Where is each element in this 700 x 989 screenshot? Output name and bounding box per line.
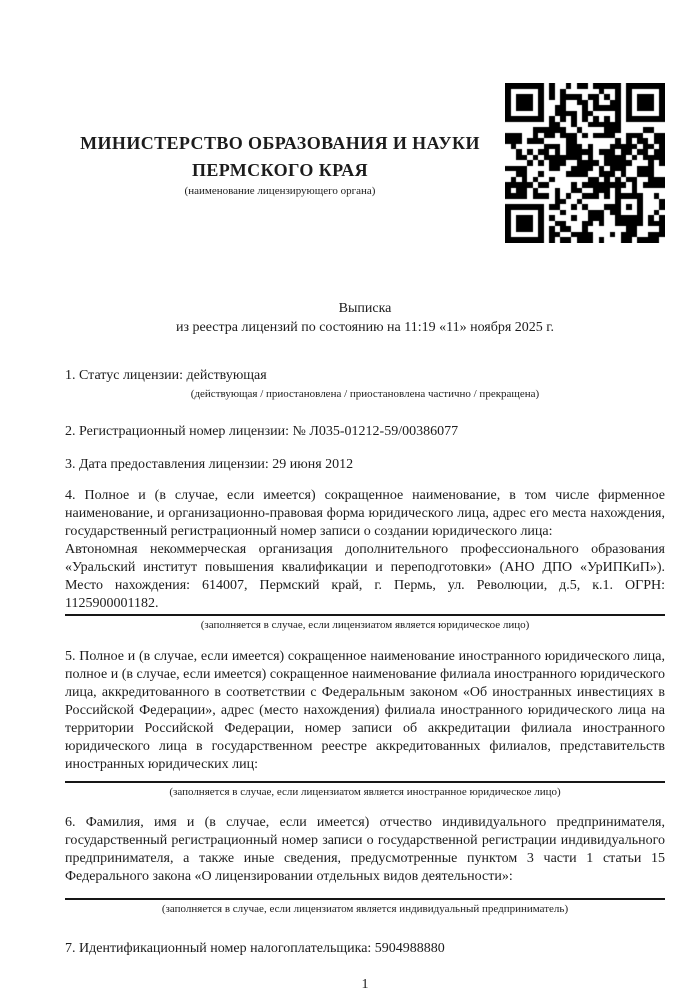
- document-title-line2: из реестра лицензий по состоянию на 11:19 «11» ноября 2025 г.: [176, 320, 554, 335]
- item-legal-entity-caption: (заполняется в случае, если лицензиатом является юридическое лицо): [200, 619, 530, 631]
- item-registration-number: 2. Регистрационный номер лицензии: № Л035-01212-59/00386077: [65, 424, 459, 439]
- document-title-line1: Выписка: [338, 301, 392, 316]
- field-line-individual-entrepreneur: [65, 898, 665, 900]
- item-foreign-entity-caption: (заполняется в случае, если лицензиатом является иностранное юридическое лицо): [169, 786, 561, 798]
- item-legal-entity-label: 4. Полное и (в случае, если имеется) сокращенное наименование, в том числе фирменное наименование, и организационно-правовая форма юридического лица, адрес его места нахождения, государственный регистрационный номер записи о создании юридического лица:: [65, 488, 665, 539]
- field-line-legal-entity: [65, 614, 665, 616]
- licensing-authority-header: [65, 130, 495, 198]
- item-legal-entity-value: Автономная некоммерческая организация дополнительного профессионального образования «Уральский институт повышения квалификации и переподготовки» (АНО ДПО «УрИПКиП»). Место нахождения: 614007, Пермский край, г. Пермь, ул. Революции, д.5, к.1. ОГРН: 1125900001182.: [65, 542, 665, 611]
- item-legal-entity: [65, 487, 665, 632]
- item-individual-entrepreneur-label: 6. Фамилия, имя и (в случае, если имеется) отчество индивидуального предпринимателя, государственный регистрационный номер записи о государственной регистрации индивидуального предпринимателя, а также иные сведения, предусмотренные пунктом 3 части 1 статьи 15 Федерального закона «О лицензировании отдельных видов деятельности»:: [65, 815, 665, 884]
- authority-name-line1: МИНИСТЕРСТВО ОБРАЗОВАНИЯ И НАУКИ: [80, 133, 480, 153]
- item-taxpayer-number: 7. Идентификационный номер налогоплательщика: 5904988880: [65, 941, 445, 956]
- item-individual-entrepreneur: [65, 814, 665, 916]
- item-license-status: 1. Статус лицензии: действующая: [65, 368, 267, 383]
- item-grant-date: 3. Дата предоставления лицензии: 29 июня 2012: [65, 457, 354, 472]
- document-title: [65, 299, 665, 337]
- authority-caption: (наименование лицензирующего органа): [184, 185, 376, 197]
- item-foreign-entity-label: 5. Полное и (в случае, если имеется) сокращенное наименование иностранного юридического лица, полное и (в случае, если имеется) сокращенное наименование филиала иностранного юридического лица, аккредитованного в соответствии с Федеральным законом «Об иностранных инвестициях в Российской Федерации», адрес (место нахождения) филиала иностранного юридического лица на территории Российской Федерации, номер записи об аккредитации филиала иностранного юридического лица в государственном реестре аккредитованных филиалов, представительств иностранных юридических лиц:: [65, 649, 665, 772]
- item-individual-entrepreneur-caption: (заполняется в случае, если лицензиатом является индивидуальный предприниматель): [161, 903, 569, 915]
- page-number: 1: [361, 977, 369, 989]
- item-foreign-entity: [65, 648, 665, 799]
- field-line-foreign-entity: [65, 781, 665, 783]
- item-license-status-caption: (действующая / приостановлена / приостановлена частично / прекращена): [190, 388, 540, 400]
- document-content: [65, 0, 665, 989]
- authority-name-line2: ПЕРМСКОГО КРАЯ: [191, 160, 369, 180]
